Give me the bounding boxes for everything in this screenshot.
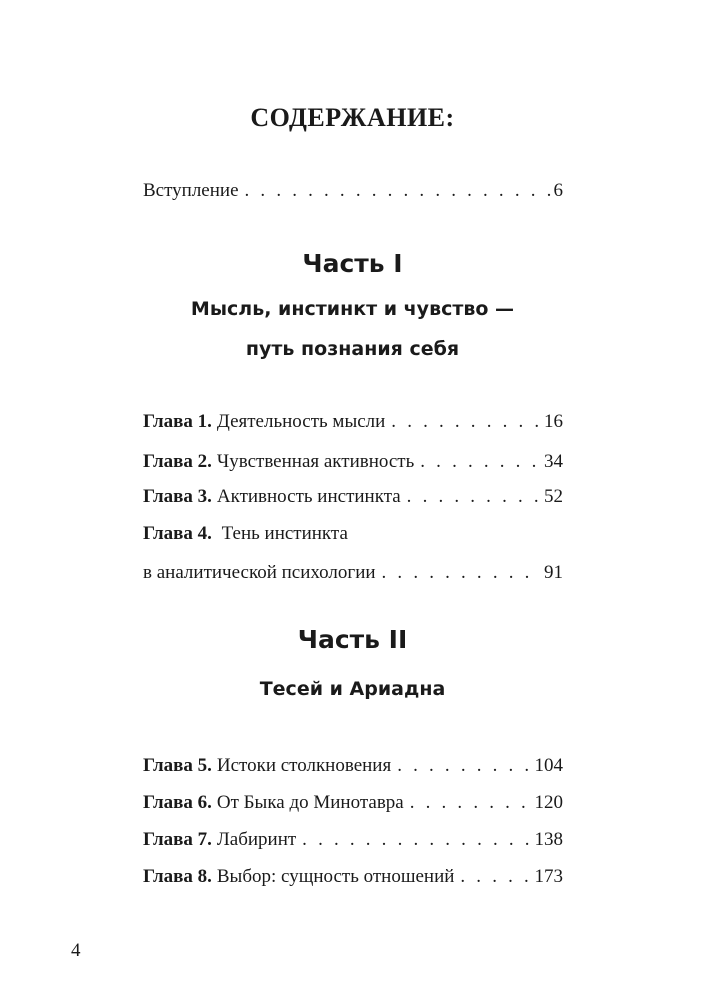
dot-leader <box>302 828 531 852</box>
dot-leader <box>245 179 551 203</box>
chapter-label: Глава 4. <box>143 523 212 544</box>
dot-leader <box>391 410 541 434</box>
toc-entry-chapter-8 <box>143 865 563 889</box>
page-number: 4 <box>71 940 81 961</box>
entry-title: Лабиринт <box>216 829 297 850</box>
toc-entry-chapter-2 <box>143 450 563 474</box>
dot-leader <box>410 791 532 815</box>
entry-page: 138 <box>534 829 563 850</box>
entry-page: 91 <box>544 562 563 583</box>
dot-leader <box>420 450 541 474</box>
toc-entry-chapter-5 <box>143 754 563 778</box>
entry-title: Чувственная активность <box>216 451 415 472</box>
chapter-label: Глава 7. <box>143 829 212 850</box>
toc-entry-chapter-3 <box>143 485 563 509</box>
entry-page: 173 <box>534 866 563 887</box>
entry-page: 120 <box>534 792 563 813</box>
part-2-heading: Часть II <box>297 625 408 654</box>
chapter-label: Глава 1. <box>143 411 212 432</box>
chapter-label: Глава 5. <box>143 755 212 776</box>
toc-entry-chapter-1 <box>143 410 563 434</box>
toc-entry-chapter-6 <box>143 791 563 815</box>
entry-page: 6 <box>553 180 563 201</box>
toc-title: СОДЕРЖАНИЕ: <box>250 103 455 132</box>
toc-entry-chapter-4-line-2 <box>143 561 563 585</box>
entry-page: 34 <box>544 451 563 472</box>
entry-title: Тень инстинкта <box>221 523 348 544</box>
dot-leader <box>397 754 531 778</box>
entry-title: Вступление <box>143 180 239 201</box>
chapter-label: Глава 6. <box>143 792 212 813</box>
toc-entry-chapter-7 <box>143 828 563 852</box>
entry-title: Выбор: сущность отношений <box>216 866 455 887</box>
entry-title-continuation: в аналитической психологии <box>143 562 376 583</box>
part-1-heading: Часть I <box>302 249 403 278</box>
chapter-label: Глава 2. <box>143 451 212 472</box>
chapter-label: Глава 3. <box>143 486 212 507</box>
entry-title: Деятельность мысли <box>216 411 386 432</box>
dot-leader <box>460 865 531 889</box>
part-1-subtitle-line-1: Мысль, инстинкт и чувство — <box>190 298 515 320</box>
toc-entry-chapter-4-line-1 <box>143 522 348 546</box>
dot-leader <box>407 485 541 509</box>
entry-title: Истоки столкновения <box>216 755 392 776</box>
entry-page: 52 <box>544 486 563 507</box>
part-2-subtitle: Тесей и Ариадна <box>259 678 446 700</box>
entry-page: 16 <box>544 411 563 432</box>
part-1-subtitle-line-2: путь познания себя <box>245 338 460 360</box>
entry-title: От Быка до Минотавра <box>216 792 404 813</box>
dot-leader <box>382 561 541 585</box>
entry-page: 104 <box>534 755 563 776</box>
entry-title: Активность инстинкта <box>216 486 401 507</box>
chapter-label: Глава 8. <box>143 866 212 887</box>
toc-entry-intro <box>143 179 563 203</box>
